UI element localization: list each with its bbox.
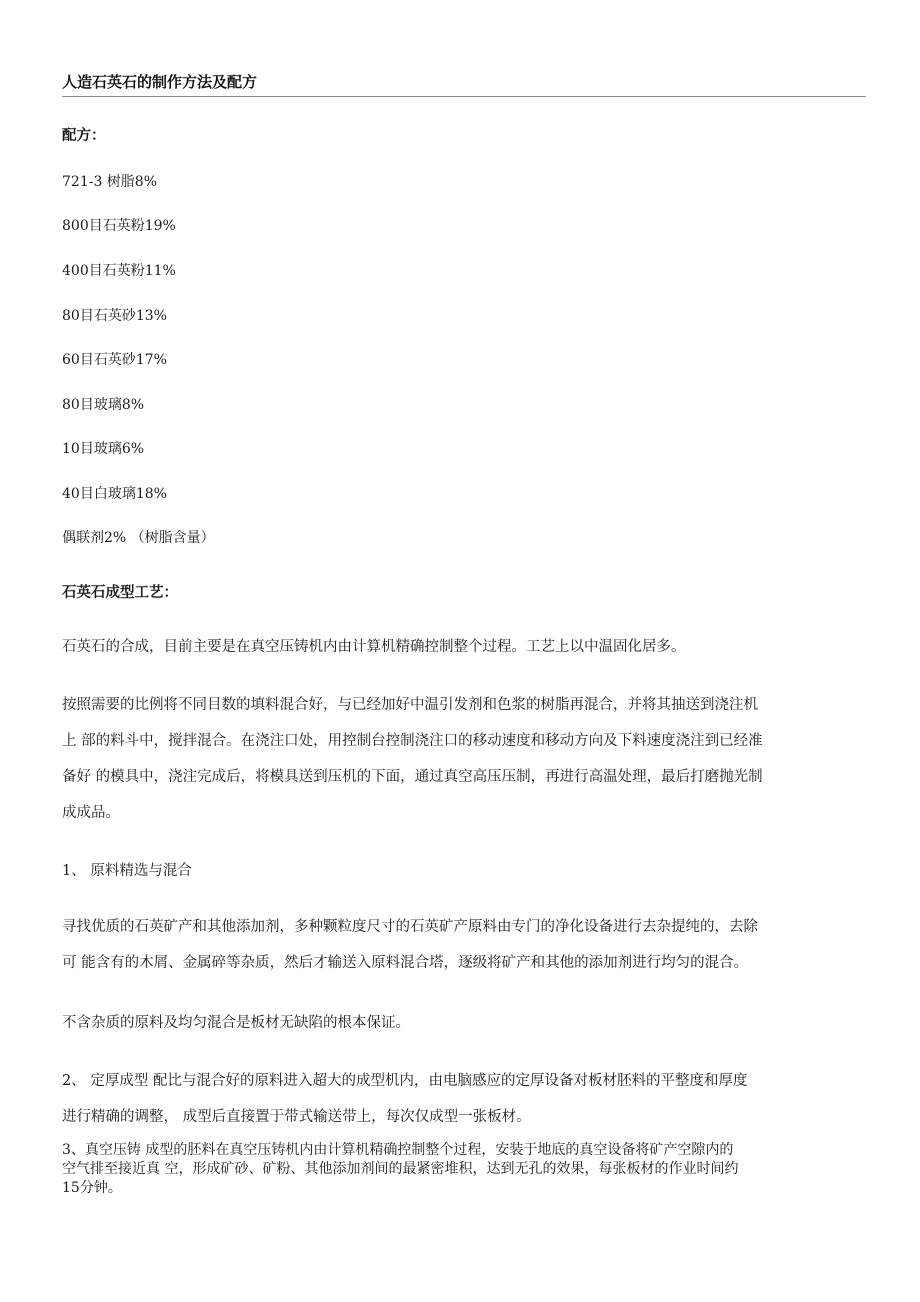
formula-item: 400目石英粉11%: [62, 263, 176, 279]
step1-title: 1、 原料精选与混合: [62, 863, 192, 879]
document-title: 人造石英石的制作方法及配方: [62, 73, 258, 91]
formula-item: 80目石英砂13%: [62, 308, 167, 324]
process-intro: 石英石的合成，目前主要是在真空压铸机内由计算机精确控制整个过程。工艺上以中温固化居多。: [62, 639, 686, 655]
formula-heading: 配方：: [62, 128, 106, 144]
paragraph-line: 进行精确的调整， 成型后直接置于带式输送带上，每次仅成型一张板材。: [62, 1109, 531, 1125]
formula-item: 10目玻璃6%: [62, 441, 145, 457]
page-header: [62, 72, 866, 97]
paragraph-line: 3、真空压铸 成型的胚料在真空压铸机内由计算机精确控制整个过程，安装于地底的真空设备将矿产空隙内的: [62, 1142, 734, 1158]
step3-paragraph: [62, 1141, 862, 1198]
formula-item: 800目石英粉19%: [62, 218, 176, 234]
formula-item: 721-3 树脂8%: [62, 174, 158, 190]
paragraph-line: 按照需要的比例将不同目数的填料混合好，与已经加好中温引发剂和色浆的树脂再混合，并将其抽送到浇注机: [62, 697, 758, 713]
paragraph-line: 2、 定厚成型 配比与混合好的原料进入超大的成型机内，由电脑感应的定厚设备对板材胚料的平整度和厚度: [62, 1073, 748, 1089]
paragraph-line: 空气排至接近真 空，形成矿砂、矿粉、其他添加剂间的最紧密堆积，达到无孔的效果，每张板材的作业时间约: [62, 1161, 739, 1177]
formula-item: 80目玻璃8%: [62, 397, 145, 413]
process-heading: 石英石成型工艺：: [62, 585, 178, 601]
formula-item: 偶联剂2% （树脂含量）: [62, 530, 215, 546]
formula-item: 60目石英砂17%: [62, 352, 167, 368]
formula-item: 40目白玻璃18%: [62, 486, 167, 502]
process-paragraph: [62, 687, 862, 831]
step1-paragraph: [62, 909, 862, 981]
paragraph-line: 成成品。: [62, 805, 120, 821]
paragraph-line: 15分钟。: [62, 1180, 122, 1196]
paragraph-line: 备好 的模具中，浇注完成后，将模具送到压机的下面，通过真空高压压制，再进行高温处理，最后打磨抛光制: [62, 769, 763, 785]
step1-note: 不含杂质的原料及均匀混合是板材无缺陷的根本保证。: [62, 1015, 410, 1031]
step2-paragraph: [62, 1063, 862, 1135]
paragraph-line: 上 部的料斗中，搅拌混合。在浇注口处，用控制台控制浇注口的移动速度和移动方向及下料速度浇注到已经准: [62, 733, 763, 749]
paragraph-line: 寻找优质的石英矿产和其他添加剂，多种颗粒度尺寸的石英矿产原料由专门的净化设备进行去杂提纯的，去除: [62, 919, 758, 935]
paragraph-line: 可 能含有的木屑、金属碎等杂质，然后才输送入原料混合塔，逐级将矿产和其他的添加剂进行均匀的混合。: [62, 955, 749, 971]
